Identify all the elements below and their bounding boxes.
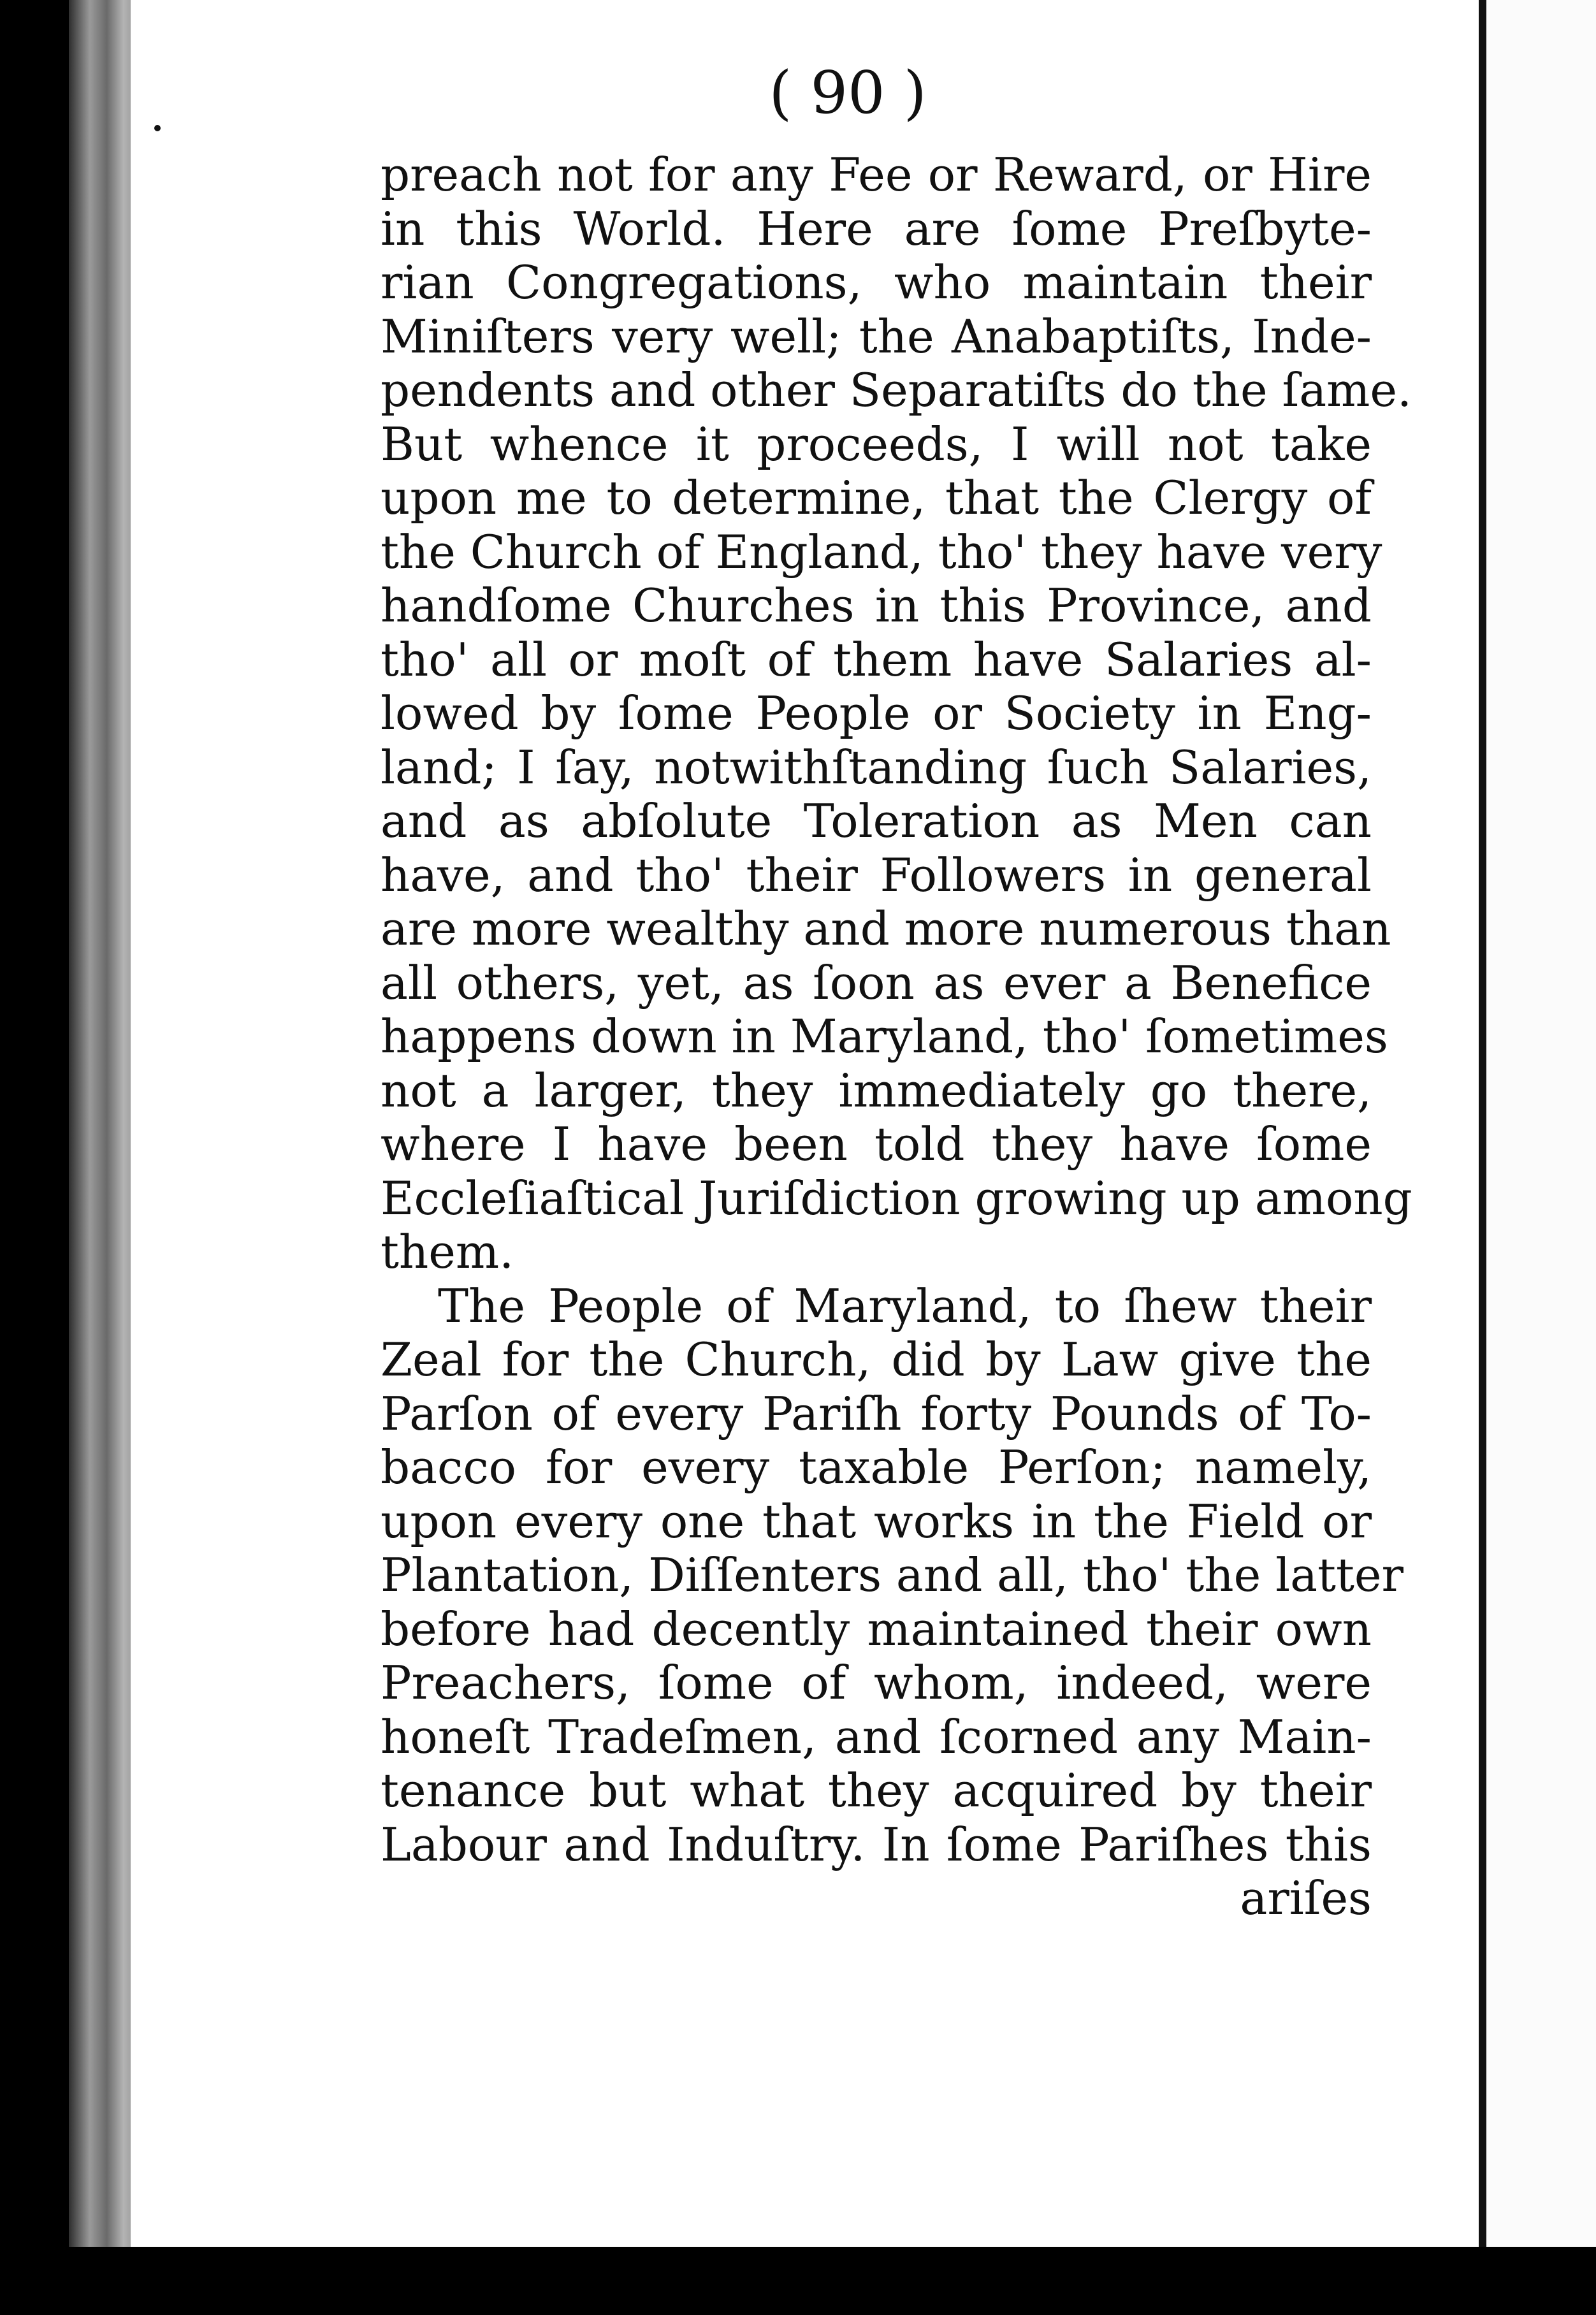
text-line: honeſt Tradeſmen, and ſcorned any Main- [381,1709,1372,1764]
text-line: rian Congregations, who maintain their [381,256,1372,309]
paragraph-1 [381,148,1412,1279]
text-line: The People of Maryland, to ſhew their [438,1279,1372,1333]
text-line: upon me to determine, that the Clergy of [381,471,1372,525]
text-line: Eccleſiaſtical Juriſdiction growing up among [381,1171,1412,1225]
text-line: land; I ſay, notwithſtanding ſuch Salaries, [381,740,1372,794]
text-line: before had decently maintained their own [381,1602,1372,1656]
text-line: tho' all or moſt of them have Salaries al- [381,632,1372,686]
text-line: bacco for every taxable Perſon; namely, [381,1441,1372,1494]
text-line: are more wealthy and more numerous than [381,902,1391,955]
ink-mark [154,125,161,131]
scan-border [0,2247,1596,2315]
text-line: where I have been told they have ſome [381,1117,1372,1171]
text-line: tenance but what they acquired by their [381,1764,1372,1817]
catchword: ariſes [1240,1871,1372,1925]
text-line: preach not for any Fee or Reward, or Hire [381,148,1372,201]
text-line: Plantation, Diſſenters and all, tho' the latter [381,1548,1404,1602]
text-line: have, and tho' their Followers in general [381,848,1372,902]
text-line: pendents and other Separatiſts do the ſame. [381,363,1412,417]
text-line: the Church of England, tho' they have very [381,525,1382,579]
adjacent-page [1486,0,1596,2247]
text-line: happens down in Maryland, tho' ſometimes [381,1010,1388,1063]
body-text [381,148,1412,1926]
text-line: handſome Churches in this Province, and [381,579,1372,632]
text-line: in this World. Here are ſome Preſbyte- [381,201,1372,256]
text-line: But whence it proceeds, I will not take [381,417,1372,471]
text-line: and as abſolute Toleration as Men can [381,794,1372,848]
page-number: ( 90 ) [769,59,927,127]
text-line: not a larger, they immediately go there, [381,1063,1372,1117]
text-line: lowed by ſome People or Society in Eng- [381,686,1372,740]
text-line: Zeal for the Church, did by Law give the [381,1333,1372,1386]
text-line: all others, yet, as ſoon as ever a Benefice [381,955,1372,1010]
text-line: Miniſters very well; the Anabaptiſts, Inde- [381,309,1372,363]
page-edge [1479,0,1486,2247]
text-line: Labour and Induſtry. In ſome Pariſhes this [381,1817,1372,1871]
text-line: them. [381,1225,514,1279]
text-line: Preachers, ſome of whom, indeed, were [381,1656,1372,1709]
text-line: upon every one that works in the Field or [381,1494,1372,1548]
paragraph-2 [381,1279,1404,1872]
text-line: Parſon of every Pariſh forty Pounds of To- [381,1386,1372,1441]
